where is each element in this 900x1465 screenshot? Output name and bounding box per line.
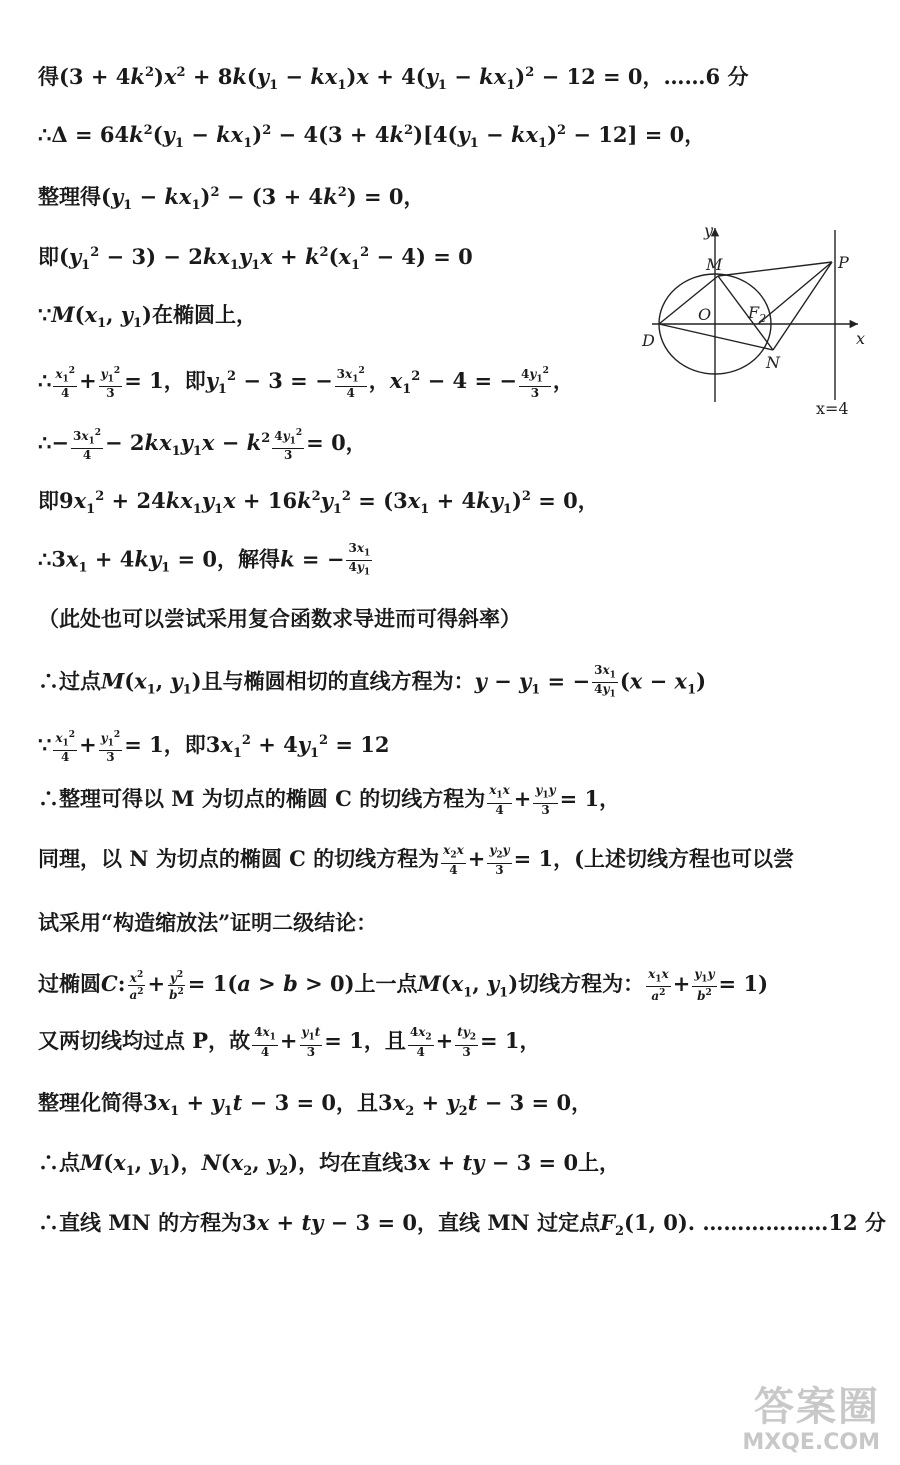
solution-line-3: 整理得$(y_1 - kx_1)^2 - (3 + 4k^2) = 0$， [38,184,425,214]
segment-f2p [758,262,832,324]
solution-line-13: ∴整理可得以 M 为切点的椭圆 C 的切线方程为 $\frac{x_1x}{4}$ + $\frac{y_1y}{3}$ = 1， [38,783,621,817]
solution-line-12: ∵ $\frac{x_1^2}{4}$ + $\frac{y_1^2}{3}$ = 1，即$3x_1^2 + 4y_1^2 = 12$ [38,729,390,765]
label-d: D [642,331,655,350]
label-m: M [706,255,723,274]
solution-line-2: ∴Δ = $64k^2(y_1 - kx_1)^2 - 4(3 + 4k^2)[4(y_1 - kx_1)^2 - 12] = 0$， [38,122,706,152]
solution-line-5: $\because M(x_1$, $y_1$)在椭圆上， [38,302,257,332]
solution-line-10: （此处也可以尝试采用复合函数求导进而可得斜率） [38,606,521,631]
label-p: P [838,253,849,272]
solution-line-6: ∴ $\frac{x_1^2}{4}$ + $\frac{y_1^2}{3}$ = 1，即$y_1^2 - 3$ = − $\frac{3x_1^2}{4}$ ，$x_1^2 - 4$ = − $\frac{4y_1^2}{3}$ ， [38,365,574,401]
solution-line-11: ∴过点$M(x_1$, $y_1$)且与椭圆相切的直线方程为：$y - y_1$ = − $\frac{3x_1}{4y_1}$ $(x - x_1)$ [38,663,707,700]
solution-line-9: $\therefore 3x_1 + 4ky_1 = 0$，解得k = − $\frac{3x_1}{4y_1}$ [38,541,371,578]
solution-line-18: 整理化简得$3x_1 + y_1t - 3 = 0$，且$3x_2 + y_2t - 3 = 0$， [38,1090,593,1120]
solution-line-17: 又两切线均过点 P，故 $\frac{4x_1}{4}$ + $\frac{y_1t}{3}$ = 1，且 $\frac{4x_2}{4}$ + $\frac{ty_2}{3}$ = 1， [38,1025,541,1059]
solution-line-8: 即$9x_1^2 + 24kx_1y_1x + 16k^2y_1^2 = (3x_1 + 4ky_1)^2 = 0$， [38,488,599,518]
solution-line-7: ∴− $\frac{3x_1^2}{4}$ − $2kx_1y_1x - k^2$ $\frac{4y_1^2}{3}$ = 0， [38,427,367,463]
label-x-equals-4: x=4 [816,399,849,418]
tangent-np [773,262,832,350]
solution-line-16: 过椭圆C: $\frac{x^2}{a^2}$ + $\frac{y^2}{b^2}$ = 1(a > b > 0)上一点$M(x_1$, $y_1$)切线方程为： $\frac{x_1x}{a^2}$ + $\frac{y_1y}{b^2}$ = 1) [38,967,769,1004]
watermark-logo [694,1375,884,1455]
solution-line-1: 得$(3 + 4k^2)x^2 + 8k(y_1 - kx_1)x + 4(y_1 - kx_1)^2 - 12 = 0$，……6 分 [38,64,749,94]
watermark-url: MXQE.COM [742,1430,880,1455]
label-x: x [856,329,866,348]
label-f2: $F_2$ [748,303,767,325]
solution-line-19: ∴点$M(x_1$, $y_1$)，$N(x_2$, $y_2$)，均在直线3x + ty − 3 = 0上， [38,1150,621,1180]
label-n: N [766,353,780,372]
solution-line-14: 同理，以 N 为切点的椭圆 C 的切线方程为 $\frac{x_2x}{4}$ + $\frac{y_2y}{3}$ = 1，(上述切线方程也可以尝 [38,843,795,877]
ellipse-figure [630,220,880,420]
tangent-mp [718,262,832,276]
solution-line-4: 即$(y_1^2 - 3) - 2kx_1y_1x + k^2(x_1^2 - 4) = 0$ [38,244,473,274]
label-y: y [704,221,714,240]
label-o: O [698,305,712,324]
solution-line-15: 试采用“构造缩放法”证明二级结论： [38,910,378,935]
solution-line-20: ∴直线 MN 的方程为3x + ty − 3 = 0，直线 MN 过定点$F_2(1$, 0). ………………12 分 [38,1210,886,1240]
watermark-text: 答案圈 [754,1384,880,1430]
